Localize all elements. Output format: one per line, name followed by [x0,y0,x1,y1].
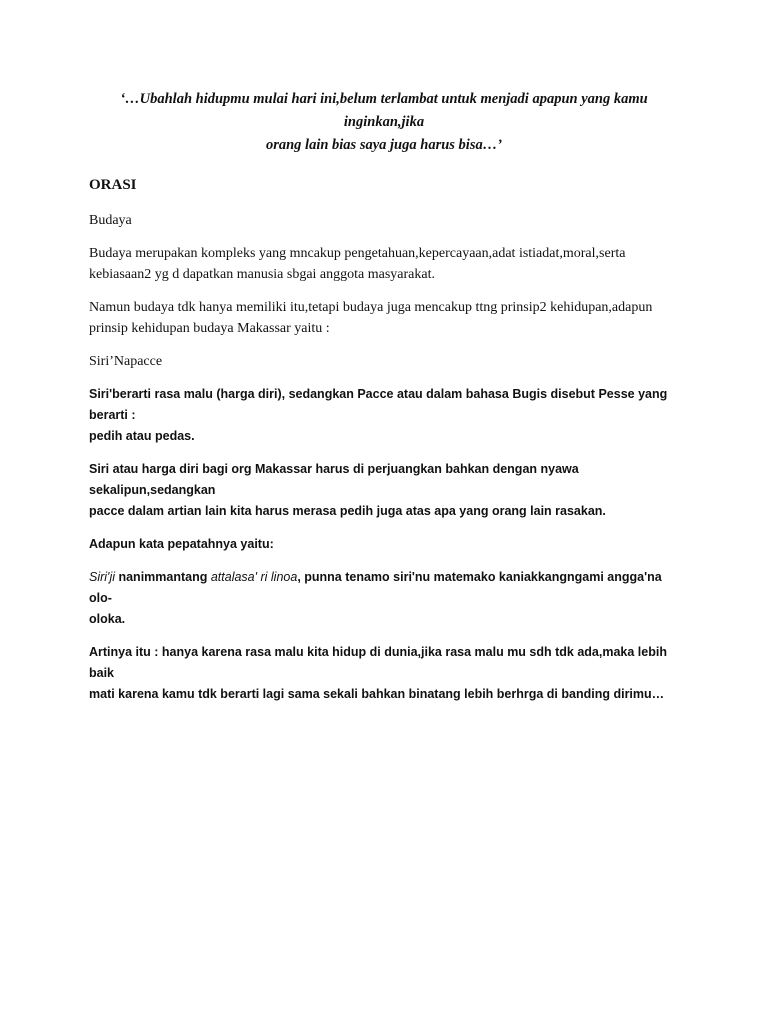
siri-text-a: Siri'berarti rasa malu (harga diri), sedangkan [89,387,358,401]
paragraph-harga-line-2: pacce dalam artian lain kita harus merasa pedih juga atas apa yang orang lain rasakan. [89,504,606,518]
paragraph-namun-line-2: prinsip kehidupan budaya Makassar yaitu : [89,321,330,336]
paragraph-namun [89,297,679,339]
siri-text-d: yang berarti : [89,387,668,422]
siri-text-c: disebut [547,387,599,401]
paragraph-artinya-line-1: Artinya itu : hanya karena rasa malu kita hidup di dunia,jika rasa malu mu sdh tdk ada,maka lebih baik [89,645,667,680]
siri-text-b: atau dalam bahasa [393,387,513,401]
paragraph-budaya-line-1: Budaya merupakan kompleks yang mncakup pengetahuan,kepercayaan,adat istiadat,moral,serta [89,246,626,261]
proverb-text-a: nanimmantang [115,570,211,584]
pesse-term: Pesse [598,387,635,401]
paragraph-siri-definition [89,384,679,447]
paragraph-siri-line-2: pedih atau pedas. [89,429,195,443]
document-content [89,88,679,717]
pacce-term: Pacce [357,387,394,401]
paragraph-siri-line-1 [89,384,679,426]
paragraph-proverb-line-1 [89,567,679,609]
paragraph-harga-line-1: Siri atau harga diri bagi org Makassar harus di perjuangkan bahkan dengan nyawa sekalipun,sedangkan [89,462,579,497]
paragraph-proverb [89,567,679,630]
subheading-budaya: Budaya [89,213,132,228]
quote-line-2: orang lain bias saya juga harus bisa…’ [265,137,503,153]
subheading-siri-napacce: Siri’Napacce [89,354,163,369]
paragraph-harga-diri [89,459,679,522]
paragraph-pepatah: Adapun kata pepatahnya yaitu: [89,537,274,551]
proverb-italic-siriji: Siri'ji [89,570,115,584]
paragraph-artinya [89,642,679,705]
bugis-term: Bugis [512,387,548,401]
proverb-italic-attalasa: attalasa' ri linoa [210,570,298,584]
paragraph-artinya-line-2: mati karena kamu tdk berarti lagi sama sekali bahkan binatang lebih berhrga di banding dirimu… [89,687,665,701]
quote-line-1: ‘…Ubahlah hidupmu mulai hari ini,belum terlambat untuk menjadi apapun yang kamu inginkan,jika [120,91,648,130]
paragraph-budaya [89,243,679,285]
paragraph-budaya-line-2: kebiasaan2 yg d dapatkan manusia sbgai anggota masyarakat. [89,267,435,282]
proverb-text-b: , punna tenamo siri'nu matemako kaniakkangngami angga'na olo- [89,570,662,605]
document-heading: ORASI [89,177,137,193]
paragraph-proverb-line-2: oloka. [89,612,126,626]
paragraph-namun-line-1: Namun budaya tdk hanya memiliki itu,tetapi budaya juga mencakup ttng prinsip2 kehidupan,adapun [89,300,653,315]
opening-quote [89,88,679,157]
